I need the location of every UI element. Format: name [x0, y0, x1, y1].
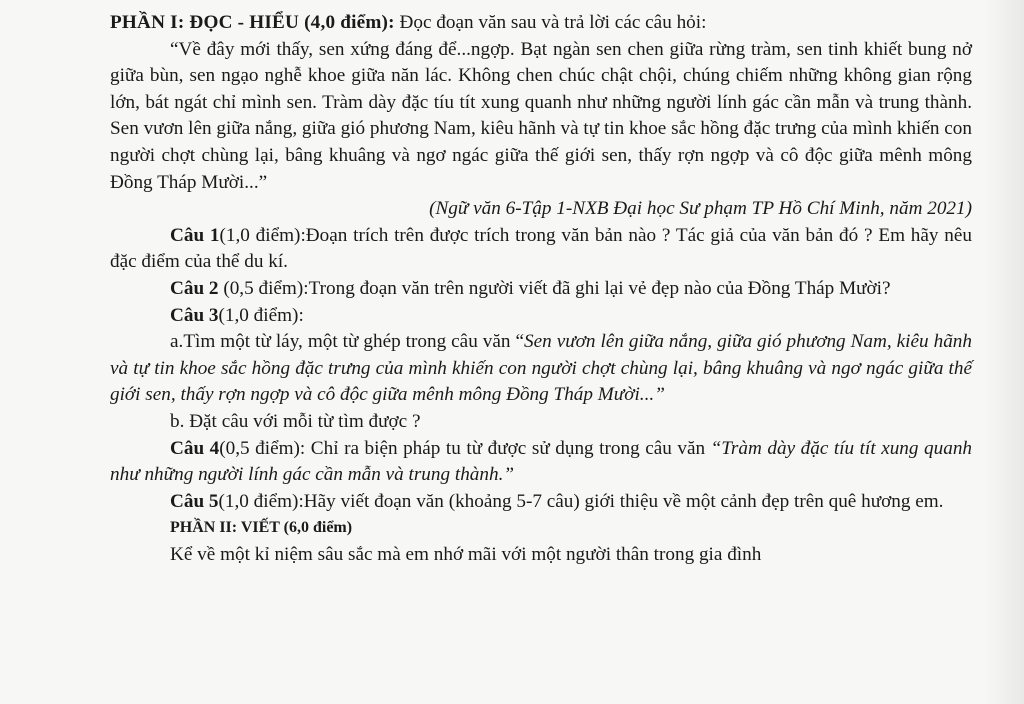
page-edge-shadow — [984, 0, 1024, 704]
part1-heading: PHẦN I: ĐỌC - HIỂU (4,0 điểm): — [110, 12, 395, 33]
question-3a-quote: Sen vươn lên giữa nắng, giữa gió phương Nam, kiêu hãnh và tự tin khoe sắc hồng đặc trưng của mình khiến con người chợt chùng lại, bâng khuâng và ngơ ngác giữa thế giới sen, thấy rợn ngợp và cô độc giữa mênh mông Đồng Tháp Mười...” — [110, 331, 972, 406]
question-3a-prefix: a.Tìm một từ láy, một từ ghép trong câu văn “ — [170, 331, 524, 353]
question-5-label: Câu 5 — [170, 490, 219, 512]
question-3-text: (1,0 điểm): — [218, 304, 304, 326]
question-3 — [110, 303, 972, 330]
question-5 — [110, 489, 972, 516]
question-1-text: (1,0 điểm):Đoạn trích trên được trích trong văn bản nào ? Tác giả của văn bản đó ? Em hãy nêu đặc điểm của thể du kí. — [110, 224, 972, 273]
question-4-quote: “Tràm dày đặc tíu tít xung quanh như những người lính gác cần mẫn và trung thành.” — [110, 437, 973, 486]
part2-prompt: Kể về một kỉ niệm sâu sắc mà em nhớ mãi với một người thân trong gia đình — [170, 543, 762, 565]
reading-passage: “Về đây mới thấy, sen xứng đáng để...ngợp. Bạt ngàn sen chen giữa rừng tràm, sen tinh khiết bung nở giữa bùn, sen ngạo nghễ khoe giữa năn lác. Không chen chúc chật chội, chúng chiếm những không gian rộng lớn, bát ngát chỉ mình sen. Tràm dày đặc tíu tít xung quanh như những người lính gác cần mẫn và trung thành. Sen vươn lên giữa nắng, giữa gió phương Nam, kiêu hãnh và tự tin khoe sắc hồng đặc trưng của mình khiến con người chợt chùng lại, bâng khuâng và ngơ ngác giữa thế giới sen, thấy rợn ngợp và cô độc giữa mênh mông Đồng Tháp Mười...” — [110, 38, 972, 193]
question-2-label: Câu 2 — [170, 277, 219, 299]
document-body — [110, 10, 972, 568]
question-4-text: (0,5 điểm): Chỉ ra biện pháp tu từ được sử dụng trong câu văn — [219, 437, 711, 459]
question-3a — [110, 329, 972, 409]
question-1 — [110, 223, 972, 276]
passage-source: (Ngữ văn 6-Tập 1-NXB Đại học Sư phạm TP Hồ Chí Minh, năm 2021) — [429, 198, 972, 220]
question-5-text: (1,0 điểm):Hãy viết đoạn văn (khoảng 5-7 câu) giới thiệu về một cảnh đẹp trên quê hương em. — [218, 490, 944, 512]
question-2-text: (0,5 điểm):Trong đoạn văn trên người viết đã ghi lại vẻ đẹp nào của Đồng Tháp Mười? — [218, 277, 891, 299]
part2-heading: PHẦN II: VIẾT (6,0 điểm) — [170, 519, 353, 537]
question-4 — [110, 436, 972, 489]
question-3-label: Câu 3 — [170, 304, 219, 326]
part1-instruction: Đọc đoạn văn sau và trả lời các câu hỏi: — [394, 12, 707, 33]
question-1-label: Câu 1 — [170, 224, 220, 246]
part1-heading-line — [110, 10, 972, 37]
question-2 — [110, 276, 972, 303]
question-3b: b. Đặt câu với mỗi từ tìm được ? — [170, 410, 421, 432]
question-4-label: Câu 4 — [170, 437, 220, 459]
